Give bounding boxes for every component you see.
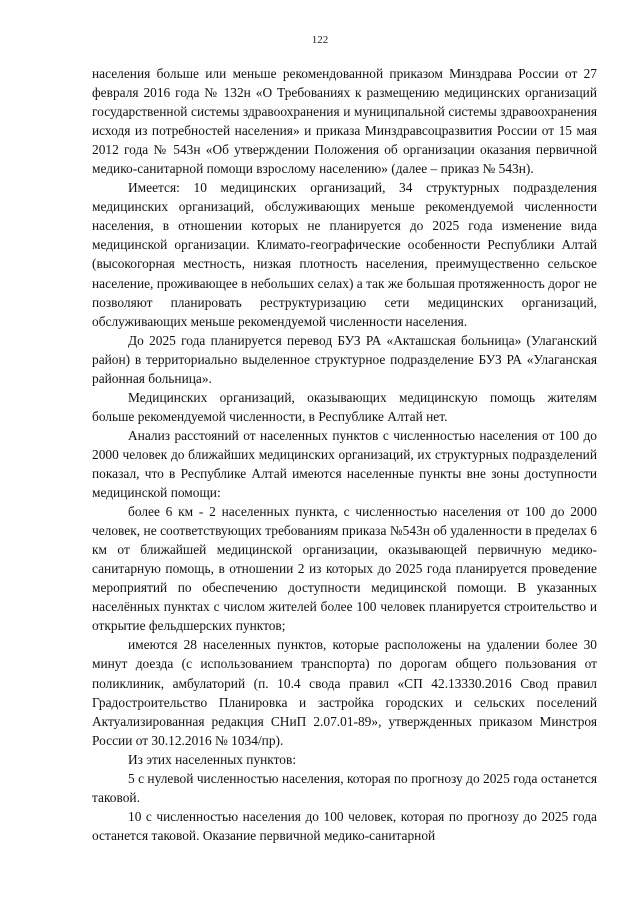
paragraph: Имеется: 10 медицинских организаций, 34 структурных подразделения медицинских организаций, обслуживающих меньше рекомендуемой численности населения, в отношении которых не планируется до 2025 года изменение вида медицинской организации. Климато-географические особенности Республики Алтай (высокогорная местность, низкая плотность населения, преимущественно сельское население, проживающее в небольших селах) а так же большая протяженность дорог не позволяют планировать реструктуризацию сети медицинских организаций, обслуживающих меньше рекомендуемой численности населения. — [92, 180, 597, 329]
paragraph: Из этих населенных пунктов: — [128, 751, 297, 767]
paragraph: 10 с численностью населения до 100 человек, которая по прогнозу до 2025 года останется таковой. Оказание первичной медико-санитарной — [92, 808, 597, 843]
paragraph: имеются 28 населенных пунктов, которые расположены на удалении более 30 минут доезда (с использованием транспорта) по дорогам общего пользования от поликлиник, амбулаторий (п. 10.4 свода правил «СП 42.13330.2016 Свод правил Градостроительство Планировка и застройка городских и сельских поселений Актуализированная редакция СНиП 2.07.01-89», утвержденных приказом Минстроя России от 30.12.2016 № 1034/пр). — [92, 637, 597, 748]
body-text — [92, 64, 597, 845]
paragraph: Медицинских организаций, оказывающих медицинскую помощь жителям больше рекомендуемой численности, в Республике Алтай нет. — [92, 389, 597, 424]
paragraph: населения больше или меньше рекомендованной приказом Минздрава России от 27 февраля 2016 года № 132н «О Требованиях к размещению медицинских организаций государственной системы здравоохранения и муниципальной системы здравоохранения исходя из потребностей населения» и приказа Минздравсоцразвития России от 15 мая 2012 года № 543н «Об утверждении Положения об организации оказания первичной медико-санитарной помощи взрослому населению» (далее – приказ № 543н). — [92, 66, 597, 177]
paragraph: более 6 км - 2 населенных пункта, с численностью населения от 100 до 2000 человек, не соответствующих требованиям приказа №543н об удаленности в пределах 6 км от ближайшей медицинской организации, оказывающей первичную медико-санитарную помощь, в отношении 2 из которых до 2025 года планируется проведение мероприятий по обеспечению доступности медицинской помощи. В указанных населённых пунктах с числом жителей более 100 человек планируется строительство и открытие фельдшерских пунктов; — [92, 504, 597, 634]
page-number: 122 — [311, 34, 329, 46]
paragraph: До 2025 года планируется перевод БУЗ РА «Акташская больница» (Улаганский район) в территориально выделенное структурное подразделение БУЗ РА «Улаганская районная больница». — [92, 332, 597, 386]
paragraph: 5 с нулевой численностью населения, которая по прогнозу до 2025 года останется таковой. — [92, 770, 597, 805]
paragraph: Анализ расстояний от населенных пунктов с численностью населения от 100 до 2000 человек до ближайших медицинских организаций, их структурных подразделений показал, что в Республике Алтай имеются населенные пункты вне зоны доступности медицинской помощи: — [92, 427, 597, 501]
